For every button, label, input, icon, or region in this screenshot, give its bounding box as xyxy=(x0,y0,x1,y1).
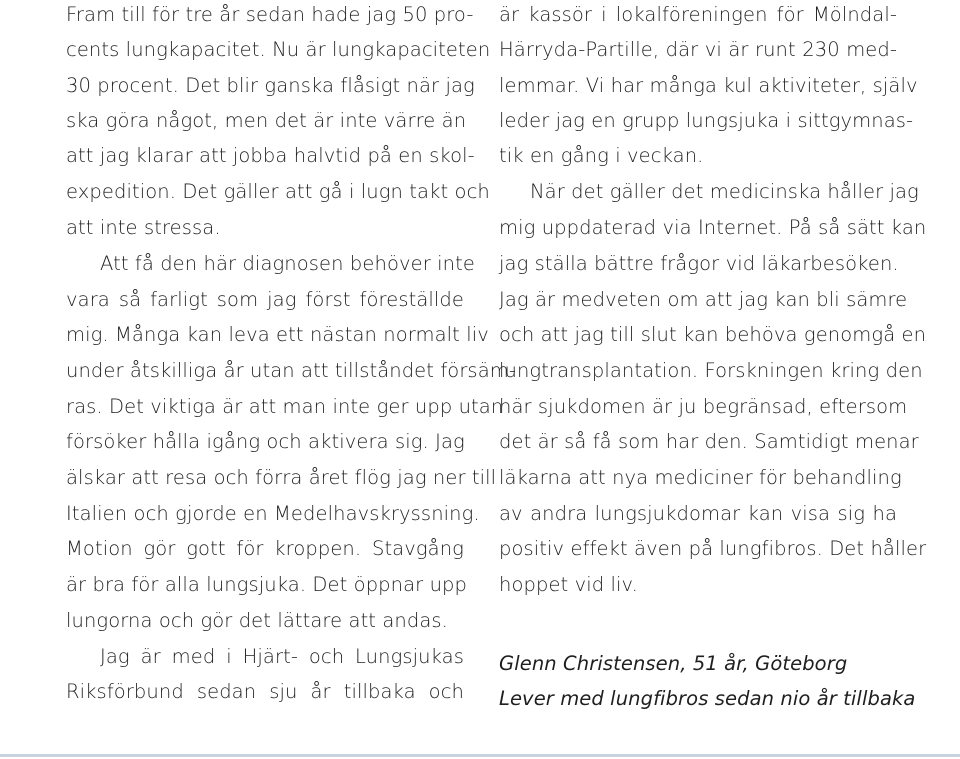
text-line: tik en gång i veckan. xyxy=(499,144,704,167)
text-line: positiv effekt även på lungfibros. Det håller xyxy=(499,537,927,560)
signature-name: Glenn Christensen, 51 år, Göteborg xyxy=(499,652,848,675)
text-line: under åtskilliga år utan att tillståndet försäm- xyxy=(66,359,516,382)
text-line: Härryda-Partille, där vi är runt 230 med- xyxy=(499,38,897,61)
text-line: mig uppdaterad via Internet. På så sätt kan xyxy=(499,216,927,239)
text-line: Motion gör gott för kroppen. Stavgång xyxy=(66,537,464,560)
paragraph-first-line: Jag är med i Hjärt- och Lungsjukas xyxy=(100,645,464,668)
text-line: hoppet vid liv. xyxy=(499,573,638,596)
text-line: lungorna och gör det lättare att andas. xyxy=(66,609,448,632)
text-line: Jag är medveten om att jag kan bli sämre xyxy=(499,288,908,311)
text-line: älskar att resa och förra året flög jag ner till xyxy=(66,466,497,489)
text-line: Riksförbund sedan sju år tillbaka och xyxy=(66,680,464,703)
text-line: och att jag till slut kan behöva genomgå en xyxy=(499,323,927,346)
text-line: Italien och gjorde en Medelhavskryssning. xyxy=(66,502,480,525)
paragraph-first-line: När det gäller det medicinska håller jag xyxy=(530,180,919,203)
text-line: Fram till för tre år sedan hade jag 50 pro- xyxy=(66,3,474,26)
text-line: att inte stressa. xyxy=(66,216,221,239)
text-line: försöker hålla igång och aktivera sig. Jag xyxy=(66,430,465,453)
text-line: expedition. Det gäller att gå i lugn takt och xyxy=(66,180,490,203)
text-line: här sjukdomen är ju begränsad, eftersom xyxy=(499,395,908,418)
text-line: ska göra något, men det är inte värre än xyxy=(66,109,467,132)
bottom-divider xyxy=(0,754,960,757)
text-line: det är så få som har den. Samtidigt menar xyxy=(499,430,919,453)
text-line: är kassör i lokalföreningen för Mölndal- xyxy=(499,3,897,26)
text-line: är bra för alla lungsjuka. Det öppnar upp xyxy=(66,573,468,596)
text-line: leder jag en grupp lungsjuka i sittgymnas- xyxy=(499,109,914,132)
text-line: av andra lungsjukdomar kan visa sig ha xyxy=(499,502,897,525)
signature-detail: Lever med lungfibros sedan nio år tillbaka xyxy=(499,687,916,710)
text-line: ras. Det viktiga är att man inte ger upp utan xyxy=(66,395,504,418)
text-line: lemmar. Vi har många kul aktiviteter, själv xyxy=(499,74,918,97)
text-line: lungtransplantation. Forskningen kring den xyxy=(499,359,923,382)
text-line: läkarna att nya mediciner för behandling xyxy=(499,466,902,489)
text-line: jag ställa bättre frågor vid läkarbesöken. xyxy=(499,252,899,275)
text-line: mig. Många kan leva ett nästan normalt liv xyxy=(66,323,489,346)
text-line: 30 procent. Det blir ganska flåsigt när jag xyxy=(66,74,475,97)
text-line: vara så farligt som jag först föreställde xyxy=(66,288,464,311)
paragraph-first-line: Att få den här diagnosen behöver inte xyxy=(100,252,475,275)
text-line: att jag klarar att jobba halvtid på en skol- xyxy=(66,144,475,167)
text-line: cents lungkapacitet. Nu är lungkapaciteten xyxy=(66,38,491,61)
